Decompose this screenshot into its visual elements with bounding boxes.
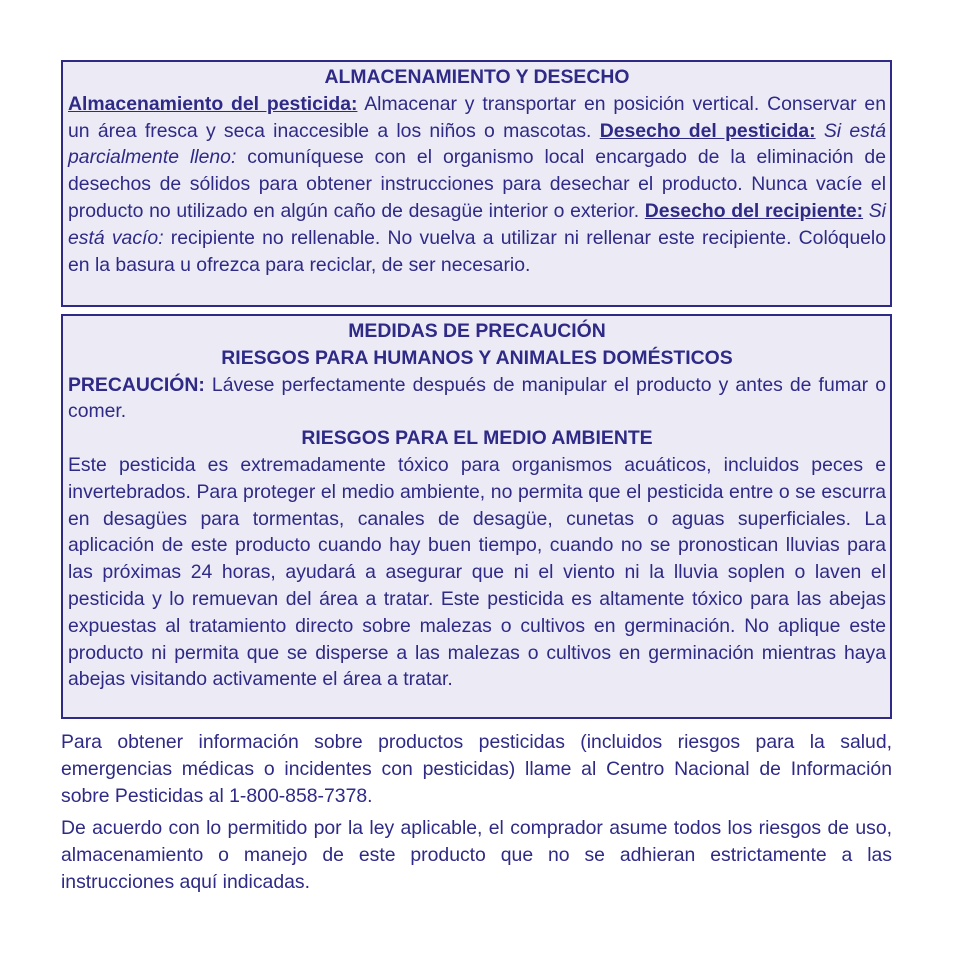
empty-label: Si está vacío: <box>68 199 886 249</box>
environment-paragraph: Este pesticida es extremadamente tóxico para organismos acuáticos, incluidos peces e invertebrados. Para proteger el medio ambiente, no permita que el pesticida entre o se escurra en desagües para tormentas, canales de desagüe, cunetas o aguas superficiales. La aplicación de este producto cuando hay buen tiempo, cuando no se pronostican lluvias para las próximas 24 horas, ayudará a asegurar que ni el viento ni la lluvia soplen o laven el pesticida y lo remuevan del área a tratar. Este pesticida es altamente tóxico para las abejas expuestas al tratamiento directo sobre malezas o cultivos en germinación. No aplique este producto ni permita que se disperse a las malezas o cultivos en germinación mientras haya abejas visitando activamente el área a tratar. <box>68 453 886 691</box>
humans-risks-heading: RIESGOS PARA HUMANOS Y ANIMALES DOMÉSTICOS <box>221 346 733 369</box>
storage-disposal-box <box>61 60 892 307</box>
storage-heading: ALMACENAMIENTO Y DESECHO <box>324 66 630 88</box>
pesticide-storage-label: Almacenamiento del pesticida: <box>68 92 358 115</box>
container-disposal-text: recipiente no rellenable. No vuelva a utilizar ni rellenar este recipiente. Colóquelo en la basura u ofrezca para reciclar, de ser necesario. <box>68 226 886 276</box>
pesticide-disposal-label: Desecho del pesticida: <box>599 119 816 142</box>
liability-paragraph: De acuerdo con lo permitido por la ley aplicable, el comprador asume todos los riesgos de uso, almacenamiento o manejo de este producto que no se adhieran estrictamente a las instrucciones aquí indicadas. <box>61 817 892 893</box>
caution-text: Lávese perfectamente después de manipular el producto y antes de fumar o comer. <box>68 373 886 423</box>
environment-risks-heading: RIESGOS PARA EL MEDIO AMBIENTE <box>301 427 653 450</box>
precautions-box <box>61 314 892 719</box>
precautions-heading: MEDIDAS DE PRECAUCIÓN <box>348 320 606 342</box>
caution-label: PRECAUCIÓN: <box>68 373 205 396</box>
caution-paragraph <box>68 372 886 426</box>
storage-paragraph <box>68 91 886 279</box>
info-paragraph: Para obtener información sobre productos pesticidas (incluidos riesgos para la salud, emergencias médicas o incidentes con pesticidas) llame al Centro Nacional de Información sobre Pesticidas al 1-800-858-7378. <box>61 731 892 807</box>
pesticide-storage-text: Almacenar y transportar en posición vertical. Conservar en un área fresca y seca inaccesible a los niños o mascotas. <box>68 92 887 142</box>
partially-full-label: Si está parcialmente lleno: <box>68 119 887 169</box>
container-disposal-label: Desecho del recipiente: <box>644 199 864 222</box>
pesticide-disposal-text: comuníquese con el organismo local encargado de la eliminación de desechos de sólidos para obtener instrucciones para desechar el producto. Nunca vacíe el producto no utilizado en algún caño de desagüe interior o exterior. <box>68 146 887 222</box>
